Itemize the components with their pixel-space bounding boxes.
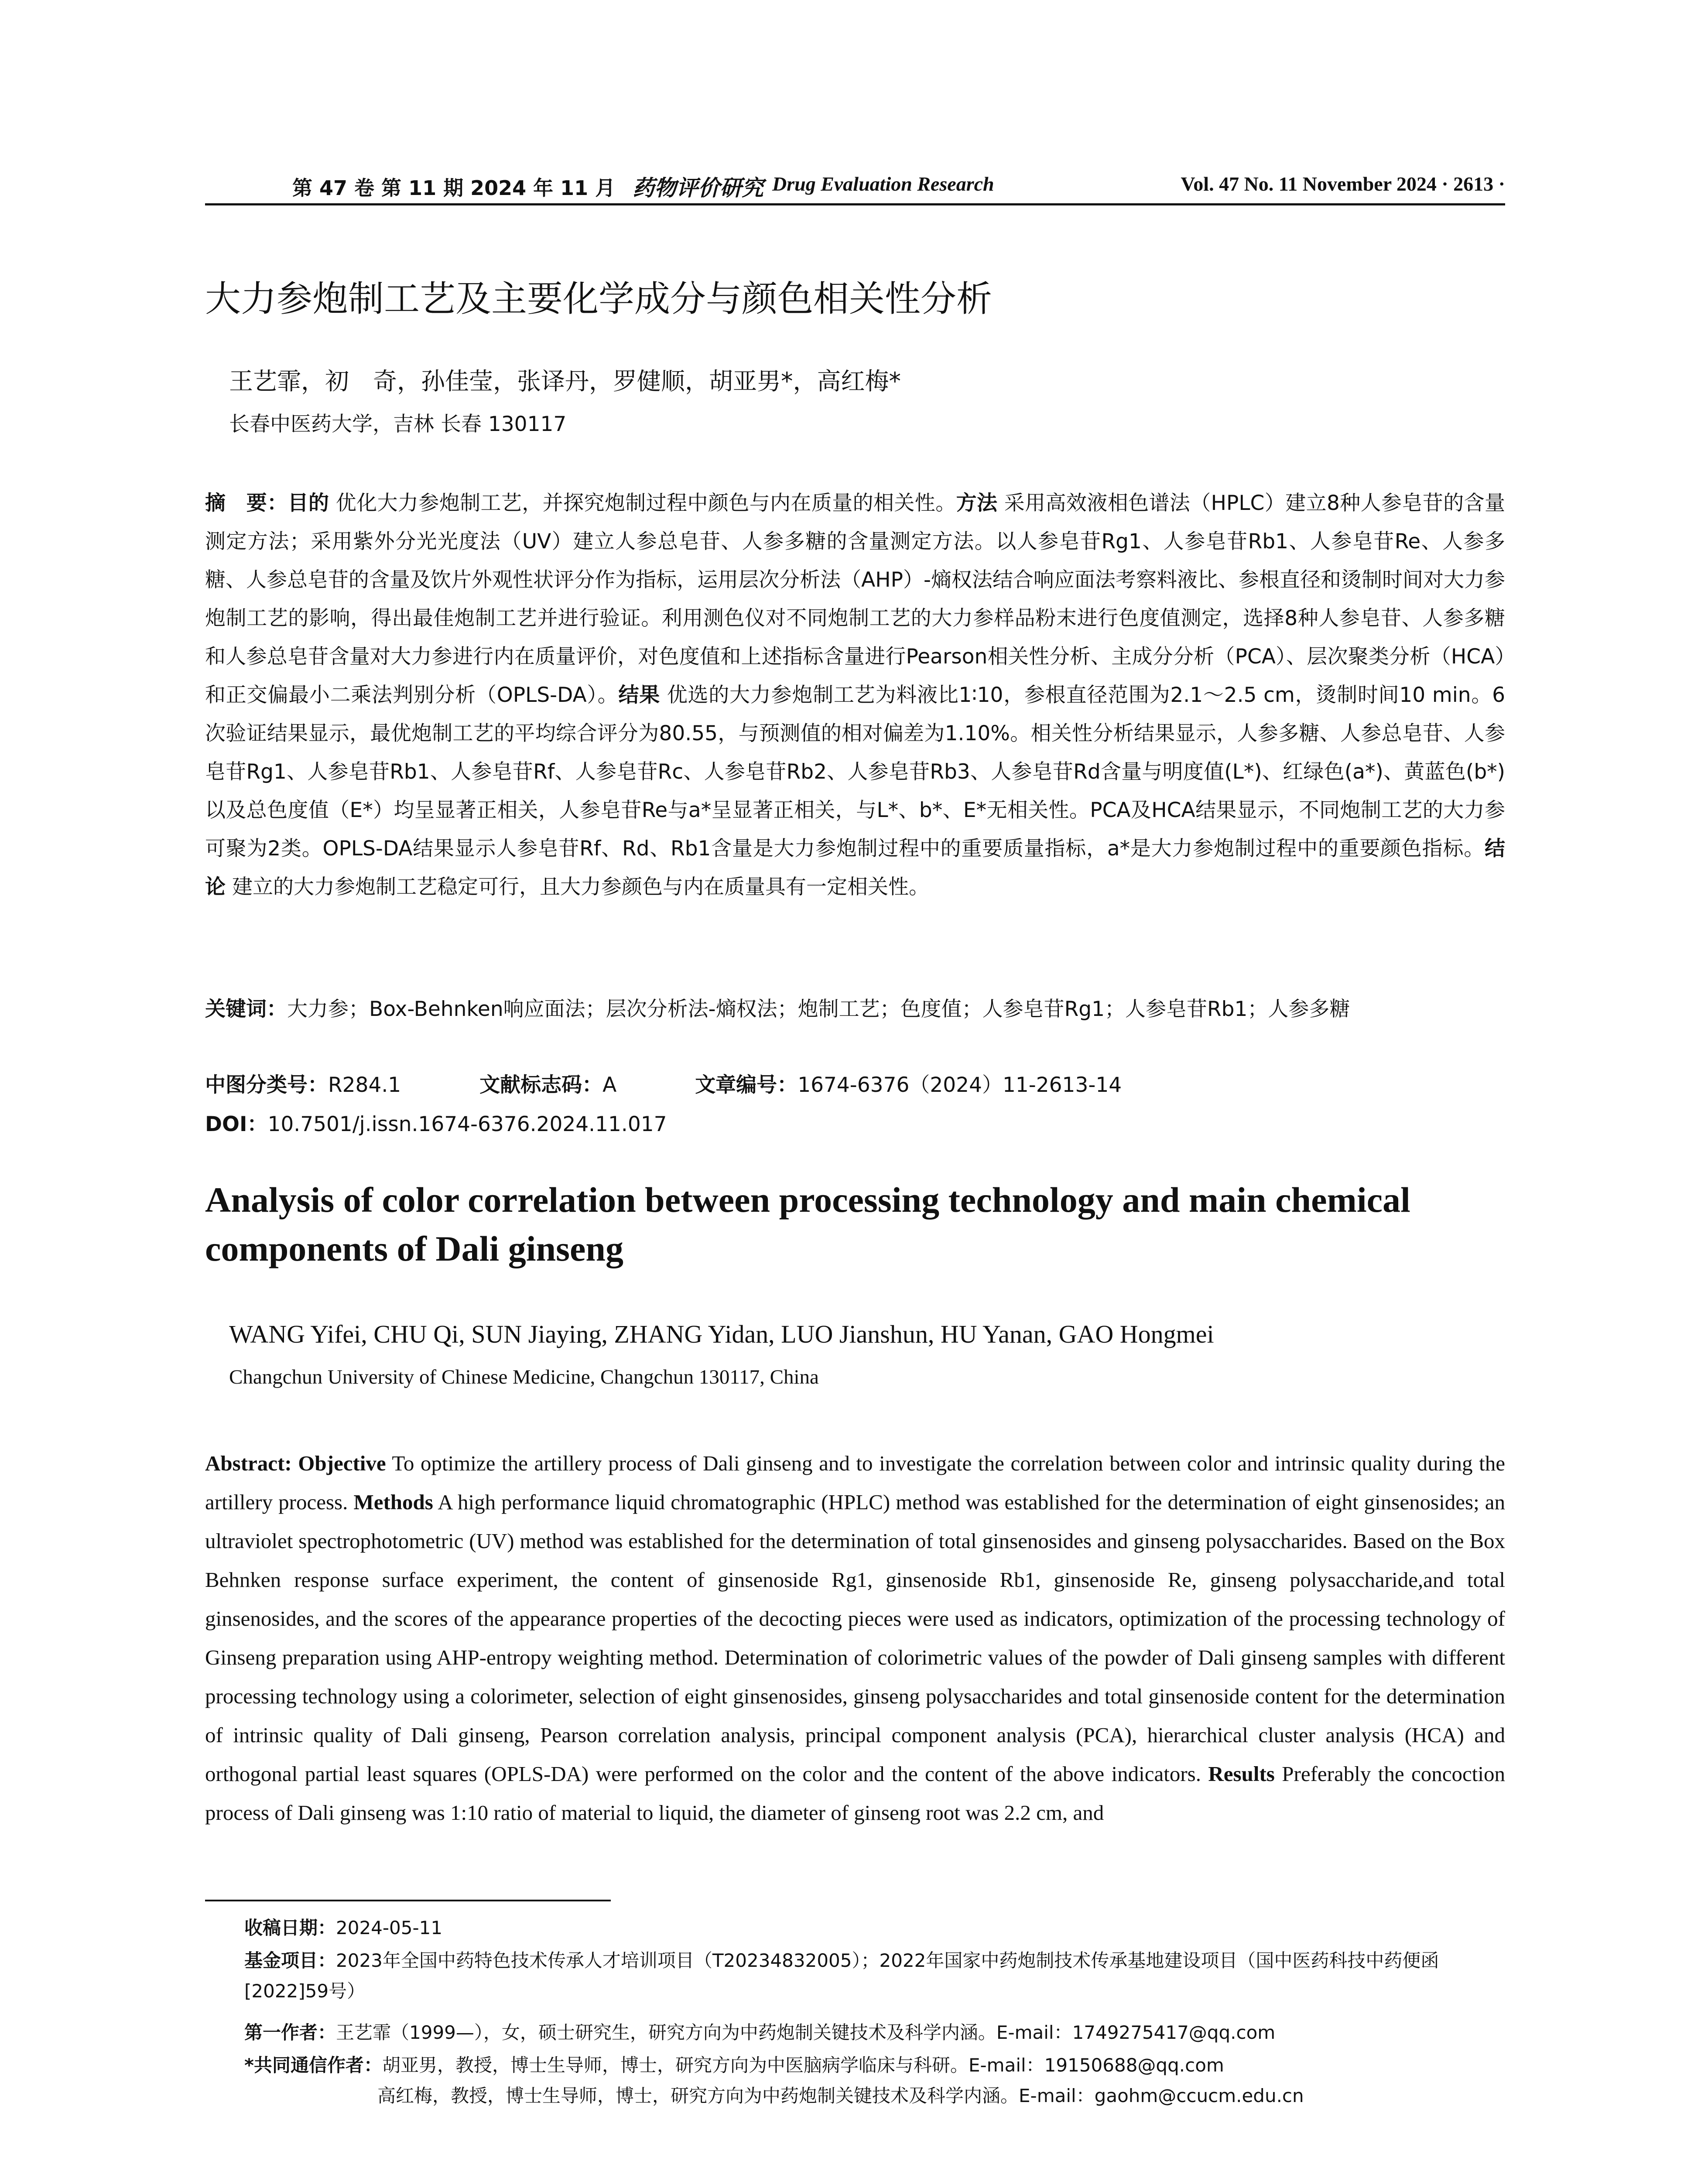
received-label: 收稿日期：: [244, 1917, 336, 1938]
doi-value: 10.7501/j.issn.1674-6376.2024.11.017: [267, 1112, 667, 1136]
article-no-label: 文章编号：: [695, 1073, 798, 1097]
en-objective: To optimize the artillery process of Dali ginseng and to investigate the correlation between color and intrinsic quality during the artillery process.: [205, 1451, 1506, 1514]
footnote-corresponding: [244, 2050, 1505, 2111]
cn-objective: 优化大力参炮制工艺，并探究炮制过程中颜色与内在质量的相关性。: [335, 491, 956, 515]
doi-line: [205, 1108, 667, 1137]
cn-methods: 采用高效液相色谱法（HPLC）建立8种人参皂苷的含量测定方法；采用紫外分光光度法（UV）建立人参总皂苷、人参多糖的含量测定方法。以人参皂苷Rg1、人参皂苷Rb1、人参皂苷Re、人参多糖、人参总皂苷的含量及饮片外观性状评分作为指标，运用层次分析法（AHP）-熵权法结合响应面法考察料液比、参根直径和烫制时间对大力参炮制工艺的影响，得出最佳炮制工艺并进行验证。利用测色仪对不同炮制工艺的大力参样品粉末进行色度值测定，选择8种人参皂苷、人参多糖和人参总皂苷含量对大力参进行内在质量评价，对色度值和上述指标含量进行Pearson相关性分析、主成分分析（PCA）、层次聚类分析（HCA）和正交偏最小二乘法判别分析（OPLS-DA）。: [205, 491, 1506, 707]
cn-authors: 王艺霏，初 奇，孙佳莹，张译丹，罗健顺，胡亚男*，高红梅*: [229, 367, 901, 395]
cn-methods-label: 方法: [956, 491, 998, 515]
en-abstract: [205, 1444, 1505, 1832]
en-results-label: Results: [1208, 1762, 1275, 1786]
cn-classification-line: [205, 1069, 1122, 1098]
en-methods-label: Methods: [353, 1490, 433, 1514]
cn-results-label: 结果: [618, 683, 660, 707]
footnote-received: [244, 1913, 1505, 1943]
footnote-fund: [244, 1945, 1505, 2007]
footnote-rule: [205, 1900, 611, 1901]
running-header: [205, 172, 1505, 203]
en-title: Analysis of color correlation between processing technology and main chemical components of Dali ginseng: [205, 1180, 1410, 1268]
first-author-text: 王艺霏（1999—），女，硕士研究生，研究方向为中药炮制关键技术及科学内涵。E-mail：1749275417@qq.com: [336, 2022, 1276, 2043]
cn-conclusion-label: 结论: [205, 837, 1505, 899]
corresponding-1: 胡亚男，教授，博士生导师，博士，研究方向为中医脑病学临床与科研。E-mail：19150688@qq.com: [382, 2055, 1224, 2076]
doc-code-label: 文献标志码：: [479, 1073, 603, 1097]
issue-cn: 第 47 卷 第 11 期 2024 年 11 月: [292, 176, 616, 200]
en-methods: A high performance liquid chromatographic (HPLC) method was established for the determination of eight ginsenosides; an ultraviolet spectrophotometric (UV) method was established for the determination of total ginsenosides and ginseng polysaccharides. Based on the Box Behnken response surface experiment, the content of ginsenoside Rg1, ginsenoside Rb1, ginsenoside Re, ginseng polysaccharide,and total ginsenosides, and the scores of the appearance properties of the decocting pieces were used as indicators, optimization of the processing technology of Ginseng preparation using AHP-entropy weighting method. Determination of colorimetric values of the powder of Dali ginseng samples with different processing technology using a colorimeter, selection of eight ginsenosides, ginseng polysaccharides and total ginsenoside content for the determination of intrinsic quality of Dali ginseng, Pearson correlation analysis, principal component analysis (PCA), hierarchical cluster analysis (HCA) and orthogonal partial least squares (OPLS-DA) were performed on the color and the content of the above indicators.: [205, 1490, 1505, 1786]
en-authors: WANG Yifei, CHU Qi, SUN Jiaying, ZHANG Yidan, LUO Jianshun, HU Yanan, GAO Hongmei: [229, 1320, 1214, 1348]
cn-conclusion: 建立的大力参炮制工艺稳定可行，且大力参颜色与内在质量具有一定相关性。: [232, 875, 929, 899]
cn-keywords-text: 大力参；Box-Behnken响应面法；层次分析法-熵权法；炮制工艺；色度值；人参皂苷Rg1；人参皂苷Rb1；人参多糖: [287, 997, 1350, 1021]
corresponding-2: 高红梅，教授，博士生导师，博士，研究方向为中药炮制关键技术及科学内涵。E-mail：gaohm@ccucm.edu.cn: [377, 2085, 1304, 2106]
corresponding-label: *共同通信作者：: [244, 2055, 382, 2076]
cn-keywords: [205, 990, 1505, 1029]
fund-label: 基金项目：: [244, 1950, 336, 1971]
first-author-label: 第一作者：: [244, 2022, 336, 2043]
clc-value: R284.1: [328, 1073, 401, 1097]
cn-title: 大力参炮制工艺及主要化学成分与颜色相关性分析: [205, 278, 993, 320]
cn-abstract-label: 摘 要：: [205, 491, 288, 515]
journal-name-en: Drug Evaluation Research: [772, 173, 994, 195]
cn-affiliation: 长春中医药大学，吉林 长春 130117: [229, 412, 567, 436]
en-objective-label: Objective: [298, 1451, 386, 1475]
en-affiliation: Changchun University of Chinese Medicine, Changchun 130117, China: [229, 1366, 819, 1388]
article-no-value: 1674-6376（2024）11-2613-14: [798, 1073, 1122, 1097]
cn-abstract: [205, 484, 1505, 906]
journal-logo: 药物评价研究: [633, 175, 763, 201]
doc-code-value: A: [602, 1073, 617, 1097]
cn-results: 优选的大力参炮制工艺为料液比1∶10，参根直径范围为2.1～2.5 cm，烫制时间10 min。6次验证结果显示，最优炮制工艺的平均综合评分为80.55，与预测值的相对偏差为1.10%。相关性分析结果显示，人参多糖、人参总皂苷、人参皂苷Rg1、人参皂苷Rb1、人参皂苷Rf、人参皂苷Rc、人参皂苷Rb2、人参皂苷Rb3、人参皂苷Rd含量与明度值(L*)、红绿色(a*)、黄蓝色(b*)以及总色度值（E*）均呈显著正相关，人参皂苷Re与a*呈显著正相关，与L*、b*、E*无相关性。PCA及HCA结果显示，不同炮制工艺的大力参可聚为2类。OPLS-DA结果显示人参皂苷Rf、Rd、Rb1含量是大力参炮制过程中的重要质量指标，a*是大力参炮制过程中的重要颜色指标。: [205, 683, 1505, 861]
cn-keywords-label: 关键词：: [205, 997, 287, 1021]
clc-label: 中图分类号：: [205, 1073, 328, 1097]
doi-label: DOI：: [205, 1112, 268, 1136]
fund-text: 2023年全国中药特色技术传承人才培训项目（T20234832005）；2022年国家中药炮制技术传承基地建设项目（国中医药科技中药便函[2022]59号）: [244, 1950, 1439, 2002]
footnote-first-author: [244, 2017, 1505, 2048]
received-date: 2024-05-11: [336, 1917, 443, 1938]
cn-objective-label: 目的: [288, 491, 329, 515]
issue-en: Vol. 47 No. 11 November 2024 · 2613 ·: [1181, 173, 1505, 195]
header-rule: [205, 203, 1505, 205]
en-abstract-label: Abstract:: [205, 1451, 292, 1475]
en-results: Preferably the concoction process of Dali ginseng was 1:10 ratio of material to liquid, the diameter of ginseng root was 2.2 cm, and: [205, 1762, 1505, 1825]
